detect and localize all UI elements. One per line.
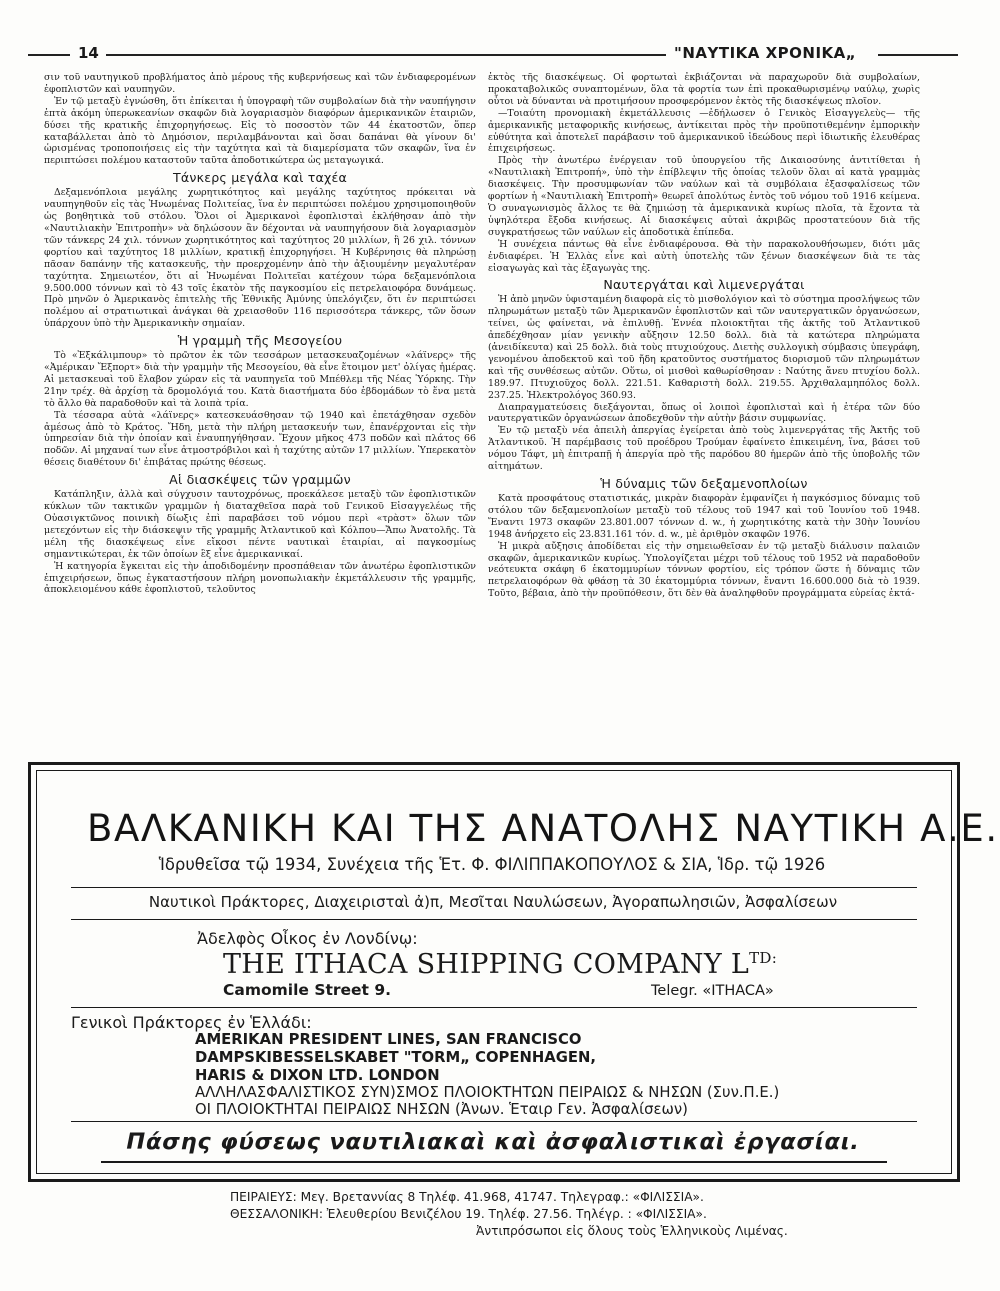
ad-ithaca-name: THE ITHACA SHIPPING COMPANY L bbox=[223, 949, 750, 980]
article-paragraph: Πρὸς τὴν ἀνωτέρω ἐνέργειαν τοῦ ὑπουργείου τῆς Δικαιοσύνης ἀντιτίθεται ἡ «Ναυτιλιακὴ Ἐπιτροπή», ὑπὸ τὴν ἐπίβλεψιν τῆς ὁποίας τελοῦν ὅλαι αἱ κατὰ γραμμὰς διασκέψεις. Τὴν προσυμφωνίαν τῶν ναύλων καὶ τὰ συμβόλαια ἐξασφαλίσεως τῶν φορτίων ἡ «Ναυτιλιακὴ Ἐπιτροπὴ» θεωρεῖ ἀπολύτως ἐντὸς τοῦ νόμου τοῦ 1916 κείμενα. Ὁ συναγωνισμὸς ἄλλος τε θὰ ζημιώσῃ τὰ ἀμερικανικὰ κυρίως πλοῖα, τὰ ἔχοντα τὰ ὑψηλότερα ἔξοδα κινήσεως. Αἱ διασκέψεις αὐταὶ ἀκριβῶς προστατεύουν διὰ τῆς συγκρατήσεως τῶν ναύλων εἰς ἀποδοτικὰ ἐπίπεδα. bbox=[488, 155, 920, 238]
advertisement-box bbox=[28, 762, 999, 1182]
ad-founded-line: Ἱδρυθεῖσα τῷ 1934, Συνέχεια τῆς Ἑτ. Φ. ΦΙΛΙΠΠΑΚΟΠΟΥΛΟΣ & ΣΙΑ, Ἱδρ. τῷ 1926 bbox=[158, 855, 826, 874]
ad-divider bbox=[71, 1007, 917, 1008]
contact-thessaloniki: ΘΕΣΣΑΛΟΝΙΚΗ: Ἐλευθερίου Βενιζέλου 19. Τηλέφ. 27.56. Τηλέγρ. : «ΦΙΛΙΣΣΙΑ». bbox=[230, 1207, 707, 1221]
ad-ithaca-suffix: TD: bbox=[749, 949, 778, 967]
article-column-right bbox=[488, 72, 920, 758]
ad-ithaca-company bbox=[223, 949, 777, 980]
page-header bbox=[28, 44, 958, 66]
ad-london-label: Ἀδελφὸς Οἶκος ἐν Λονδίνῳ: bbox=[197, 929, 418, 948]
article-paragraph: Ἡ κατηγορία ἔγκειται εἰς τὴν ἀποδιδομένην προσπάθειαν τῶν ἀνωτέρω ἐφοπλιστικῶν ἐπιχειρήσεων, ὅπως ἐγκαταστήσουν πλήρη μονοπωλιακὴν ἐκμετάλλευσιν τῆς γραμμῆς, ἀποκλειομένου κάθε ἐφοπλιστοῦ, τελοῦντος bbox=[44, 560, 476, 596]
article-paragraph: Διαπραγματεύσεις διεξάγονται, ὅπως οἱ λοιποὶ ἐφοπλισταὶ καὶ ἡ ἑτέρα τῶν δύο ναυτεργατικῶν ὀργανώσεων ἀποδεχθοῦν τὴν αὐτὴν βάσιν συμφωνίας. bbox=[488, 401, 920, 425]
advertisement-inner-border bbox=[36, 770, 999, 1174]
section-heading: Ἡ γραμμὴ τῆς Μεσογείου bbox=[177, 333, 343, 349]
contact-representatives: Ἀντιπρόσωποι εἰς ὅλους τοὺς Ἑλληνικοὺς Λιμένας. bbox=[476, 1224, 788, 1238]
article-paragraph: ἐκτὸς τῆς διασκέψεως. Οἱ φορτωταὶ ἐκβιάζονται νὰ παραχωροῦν διὰ συμβολαίων, προκαταβολικῶς συναπτομένων, ὅλα τὰ φορτία των ἐπὶ προκαθωρισμένῳ ναύλῳ, χωρὶς οὗτοι νὰ δύνανται νὰ προτιμήσουν προσφερόμενον ἐκτὸς τῆς διασκέψεως πλοῖον. bbox=[488, 72, 920, 107]
ad-street: Camomile Street 9. bbox=[223, 981, 392, 999]
publication-title: "ΝΑΥΤΙΚΑ ΧΡΟΝΙΚΑ„ bbox=[674, 44, 857, 62]
article-paragraph: Τὸ «Ἐξκάλιμπουρ» τὸ πρῶτον ἐκ τῶν τεσσάρων μετασκευαζομένων «λάϊνερς» τῆς «Ἀμέρικαν Ἔξπορτ» διὰ τὴν γραμμὴν τῆς Μεσογείου, θὰ εἶνε ἕτοιμον μετ' ὀλίγας ἡμέρας. Αἱ μετασκευαὶ τοῦ ἔλαβον χώραν εἰς τὰ ναυπηγεῖα τοῦ Μπέθλεμ τῆς Νέας Ὑόρκης. Τὴν 21ην τρέχ. θὰ ἀρχίσῃ τὰ δρομολόγιά του. Κατὰ διαστήματα δύο ἑβδομάδων τὸ ἕνα μετὰ τὸ ἄλλο θὰ παραδοθοῦν καὶ τὰ λοιπὰ τρία. bbox=[44, 350, 476, 409]
ad-agent-line: HARIS & DIXON LTD. LONDON bbox=[195, 1067, 440, 1084]
ad-agents-label: Γενικοὶ Πράκτορες ἐν Ἑλλάδι: bbox=[71, 1013, 312, 1032]
contact-piraeus: ΠΕΙΡΑΙΕΥΣ: Μεγ. Βρεταννίας 8 Τηλέφ. 41.968, 41747. Τηλεγραφ.: «ΦΙΛΙΣΣΙΑ». bbox=[230, 1190, 704, 1204]
ad-services-line: Ναυτικοὶ Πράκτορες, Διαχειρισταὶ ἀ)π, Μεσῖται Ναυλώσεων, Ἀγοραπωλησιῶν, Ἀσφαλίσεων bbox=[148, 893, 838, 911]
ad-agent-line: DAMPSKIBESSELSKABET "TORM„ COPENHAGEN, bbox=[195, 1049, 596, 1066]
article-paragraph: Ἐν τῷ μεταξὺ ἐγνώσθη, ὅτι ἐπίκειται ἡ ὑπογραφὴ τῶν συμβολαίων διὰ τὴν ναυπήγησιν ἑπτὰ ἀκόμη ὑπερωκεανίων σκαφῶν διὰ λογαριασμὸν διαφόρων ἀμερικανικῶν ἑταιριῶν, δύσει τῆς κρατικῆς ἐπιχορηγήσεως. Εἰς τὸ ποσοστὸν τῶν 44 ἑκατοστῶν, ὅπερ καταβάλλεται ἀπὸ τὸ Δημόσιον, περιλαμβάνονται καὶ ὅσαι δαπάναι θὰ γίνουν δι' ὡρισμένας τροποποιήσεις εἰς τὴν ταχύτητα καὶ τὰ διαμερίσματα τῶν σκαφῶν, ἵνα ἐν περιπτώσει πολέμου καταστοῦν ταῦτα ἀποδοτικώτερα ὡς μεταγωγικά. bbox=[44, 95, 476, 167]
ad-divider bbox=[71, 919, 917, 920]
ad-agent-line: AMERIKAN PRESIDENT LINES, SAN FRANCISCO bbox=[195, 1031, 582, 1048]
section-heading: Αἱ διασκέψεις τῶν γραμμῶν bbox=[169, 472, 351, 488]
header-rule-right bbox=[878, 54, 958, 56]
ad-banner-underline bbox=[101, 1161, 887, 1163]
article-paragraph: Κατάπληξιν, ἀλλὰ καὶ σύγχυσιν ταυτοχρόνως, προεκάλεσε μεταξὺ τῶν ἐφοπλιστικῶν κύκλων τῶν τακτικῶν γραμμῶν ἡ διαταχθεῖσα παρὰ τοῦ Γενικοῦ Εἰσαγγελέως τῆς Οὐασιγκτῶνος ποινικὴ δίωξις ἐπὶ παραβάσει τοῦ νόμου περὶ «τρὰστ» ὅλων τῶν μετεχόντων εἰς τὴν διάσκεψιν τῆς γραμμῆς Ἀτλαντικοῦ καὶ Κόλπου—Ἄπω Ἀνατολῆς. Τὰ μέλη τῆς διασκέψεως εἶνε εἴκοσι πέντε ναυτικαὶ ἑταιρίαι, αἱ παγκοσμίως σημαντικώτεραι, ἐκ τῶν ὁποίων ἓξ εἶνε ἀμερικανικαί. bbox=[44, 489, 476, 560]
article-paragraph: Κατὰ προσφάτους στατιστικάς, μικρὰν διαφορὰν ἐμφανίζει ἡ παγκόσμιος δύναμις τοῦ στόλου τῶν δεξαμενοπλοίων μεταξὺ τοῦ τέλους τοῦ 1947 καὶ τοῦ Ἰουνίου τοῦ 1948. Ἔναντι 1973 σκαφῶν 23.801.007 τόννων d. w., ἡ χωρητικότης κατὰ τὴν 30ὴν Ἰουνίου 1948 ἀνήρχετο εἰς 23.831.161 τόν. d. w., μὲ ἀριθμὸν σκαφῶν 1976. bbox=[488, 493, 920, 540]
ad-company-name: ΒΑΛΚΑΝΙΚΗ ΚΑΙ ΤΗΣ ΑΝΑΤΟΛΗΣ ΝΑΥΤΙΚΗ Α.Ε. bbox=[87, 807, 999, 850]
header-rule-left bbox=[28, 54, 70, 56]
article-paragraph: σιν τοῦ ναυτηγικοῦ προβλήματος ἀπὸ μέρους τῆς κυβερνήσεως καὶ τῶν ἐνδιαφερομένων ἐφοπλιστῶν καὶ ναυπηγῶν. bbox=[44, 72, 476, 95]
article-paragraph: Ἡ συνέχεια πάντως θὰ εἶνε ἐνδιαφέρουσα. Θὰ τὴν παρακολουθήσωμεν, διότι μᾶς ἐνδιαφέρει. Ἡ Ἑλλὰς εἶνε καὶ αὐτὴ ὑποτελὴς τῶν ξένων διασκέψεων διὰ τε τὰς εἰσαγωγὰς καὶ τὰς ἐξαγωγὰς της. bbox=[488, 238, 920, 274]
section-heading: Τάνκερς μεγάλα καὶ ταχέα bbox=[172, 170, 348, 186]
article-paragraph: —Τοιαύτη προνομιακὴ ἐκμετάλλευσις —ἐδήλωσεν ὁ Γενικὸς Εἰσαγγελεὺς— τῆς ἀμερικανικῆς μεταφορικῆς κινήσεως, ἀντίκειται πρὸς τὴν προϋποτιθεμένην ἐμπορικὴν εὐθύτητα καὶ ἀποτελεῖ παράβασιν τοῦ ἀμερικανικοῦ ἰδεώδους περὶ ἰδιωτικῆς ἐλευθέρας ἐπιχειρήσεως. bbox=[488, 107, 920, 155]
header-rule-middle bbox=[106, 54, 666, 56]
ad-divider bbox=[71, 887, 917, 888]
page-number: 14 bbox=[78, 44, 99, 62]
article-column-left bbox=[44, 72, 476, 758]
article-paragraph: Ἡ ἀπὸ μηνῶν ὑφισταμένη διαφορὰ εἰς τὸ μισθολόγιον καὶ τὸ σύστημα προσλήψεως τῶν πληρωμάτων μεταξὺ τῶν Ἀμερικανῶν ἐφοπλιστῶν καὶ τῶν ναυτεργατικῶν ὀργανώσεων, τείνει, ὡς φαίνεται, νὰ ἐπιλυθῇ. Ἐννέα πλοιοκτῆται τῆς ἀκτῆς τοῦ Ἀτλαντικοῦ ἀπεδέχθησαν μίαν γενικὴν αὔξησιν 12.50 δολλ. διὰ τὰ κατώτερα πληρώματα (ἀνειδίκευτα) καὶ 25 δολλ. διὰ τοὺς πτυχιούχους. Διετὴς συλλογικὴ σύμβασις ὑπεγράφη, γενομένου ἀποδεκτοῦ καὶ τοῦ ἤδη κρατοῦντος συστήματος διορισμοῦ τῶν πληρωμάτων καὶ τῆς συνθέσεως αὐτῶν. Οὕτω, οἱ μισθοὶ καθωρίσθησαν : Ναύτης ἄνευ πτυχίου δολλ. 189.97. Πτυχιοῦχος δολλ. 221.51. Καθαριστὴ δολλ. 219.55. Ἀρχιθαλαμηπόλος δολλ. 237.25. Ἠλεκτρολόγος 360.93. bbox=[488, 294, 920, 401]
section-heading: Ἡ δύναμις τῶν δεξαμενοπλοίων bbox=[600, 476, 808, 491]
ad-telegr: Telegr. «ITHACA» bbox=[651, 983, 774, 999]
ad-agent-line: ΑΛΛΗΛΑΣΦΑΛΙΣΤΙΚΟΣ ΣΥΝ)ΣΜΟΣ ΠΛΟΙΟΚΤΗΤΩΝ ΠΕΙΡΑΙΩΣ & ΝΗΣΩΝ (Συν.Π.Ε.) bbox=[195, 1084, 780, 1101]
ad-divider bbox=[71, 1121, 917, 1122]
article-paragraph: Ἐν τῷ μεταξὺ νέα ἀπειλὴ ἀπεργίας ἐγείρεται ἀπὸ τοὺς λιμενεργάτας τῆς Ἀκτῆς τοῦ Ἀτλαντικοῦ. Ἡ παρέμβασις τοῦ προέδρου Τρούμαν ἐφαίνετο ἐπικειμένη, ἵνα, βάσει τοῦ νόμου Τάφτ, μὴ ἐπιτραπῇ ἡ ἀπεργία πρὸ τῆς παρόδου 80 ἡμερῶν ἀπὸ τῆς ὑποβολῆς τῶν αἰτημάτων. bbox=[488, 425, 920, 473]
article-paragraph: Ἡ μικρὰ αὔξησις ἀποδίδεται εἰς τὴν σημειωθεῖσαν ἐν τῷ μεταξὺ διάλυσιν παλαιῶν σκαφῶν, ἀμερικανικῶν κυρίως. Ὑπολογίζεται μέχρι τοῦ τέλους τοῦ 1952 νὰ παραδοθοῦν νεότευκτα σκάφη 6 ἑκατομμυρίων τόννων φορτίου, εἰς τρόπον ὥστε ἡ δύναμις τῶν πετρελαιοφόρων θὰ φθάσῃ τὰ 30 ἑκατομμύρια τόννων, ἔναντι 16.600.000 διὰ τὸ 1939. Τοῦτο, βέβαια, ἀπὸ τὴν προϋπόθεσιν, ὅτι δὲν θὰ ἀναληφθοῦν προγράμματα εὐρείας ἐκτά- bbox=[488, 540, 920, 600]
ad-agent-line: ΟΙ ΠΛΟΙΟΚΤΗΤΑΙ ΠΕΙΡΑΙΩΣ ΝΗΣΩΝ (Ἀνων. Ἑταιρ Γεν. Ἀσφαλίσεων) bbox=[195, 1101, 688, 1118]
article-paragraph: Δεξαμενόπλοια μεγάλης χωρητικότητος καὶ μεγάλης ταχύτητος πρόκειται νὰ ναυπηγηθοῦν εἰς τὰς Ἡνωμένας Πολιτείας, ἵνα ἐν περιπτώσει πολέμου χρησιμοποιηθοῦν ὡς βοηθητικὰ τοῦ στόλου. Ὅλοι οἱ Ἀμερικανοὶ ἐφοπλισταὶ ἐκλήθησαν ἀπὸ τὴν «Ναυτιλιακὴν Ἐπιτροπὴν» νὰ δηλώσουν ἂν δέχονται νὰ ναυπηγήσουν διὰ λογαριασμὸν τῶν τάνκερς 24 χιλ. τόννων χωρητικότητος καὶ ταχύτητος 20 μιλλίων, ἢ 26 χιλ. τόννων φορτίου καὶ ταχύτητος 18 μιλλίων, κρατικῇ ἐπιχορηγήσει. Ἡ Κυβέρνησις θὰ πληρώσῃ πᾶσαν δαπάνην τῆς κατασκευῆς, τὴν προερχομένην ἀπὸ τὴν ἀξιουμένην μεγαλυτέραν ταχύτητα. Σημειωτέον, ὅτι αἱ Ἡνωμέναι Πολιτεῖαι κατέχουν τώρα δεξαμενόπλοια 9.500.000 τόννων καὶ τὸ 43 τοῖς ἑκατὸν τῆς παγκοσμίου εἰς πετρελαιοφόρα δυνάμεως. Πρὸ μηνῶν ὁ Ἀμερικανὸς ἐπιτελὴς τῆς Ἐθνικῆς Ἀμύνης ὑπελόγιζεν, ὅτι ἐν περιπτώσει πολέμου αἱ στρατιωτικαὶ ἀνάγκαι θὰ χρειασθοῦν 116 περισσότερα τάνκερς, τῶν ὅσων ὑπάρχουν ὑπὸ τὴν Ἀμερικανικὴν σημαίαν. bbox=[44, 187, 476, 330]
section-heading: Ναυτεργάται καὶ λιμενεργάται bbox=[603, 277, 805, 293]
ad-banner: Πάσης φύσεως ναυτιλιακαὶ καὶ ἀσφαλιστικαὶ ἐργασίαι. bbox=[126, 1129, 860, 1155]
article-paragraph: Τὰ τέσσαρα αὐτὰ «λάϊνερς» κατεσκευάσθησαν τῷ 1940 καὶ ἐπετάχθησαν σχεδὸν ἀμέσως ἀπὸ τὸ Κράτος. Ἤδη, μετὰ τὴν πλήρη μετασκευήν των, ἐπανέρχονται εἰς τὴν ὑπηρεσίαν διὰ τὴν ὁποίαν καὶ ἐναυπηγήθησαν. Ἔχουν μῆκος 473 ποδῶν καὶ πλάτος 66 ποδῶν. Αἱ μηχαναί των εἶνε ἀτμοστρόβιλοι καὶ ἡ ταχύτης αὐτῶν 17 μιλλίων. Ὑπερεκατὸν θέσεις διαθέτουν δι' ἐπιβάτας πρώτης θέσεως. bbox=[44, 409, 476, 469]
